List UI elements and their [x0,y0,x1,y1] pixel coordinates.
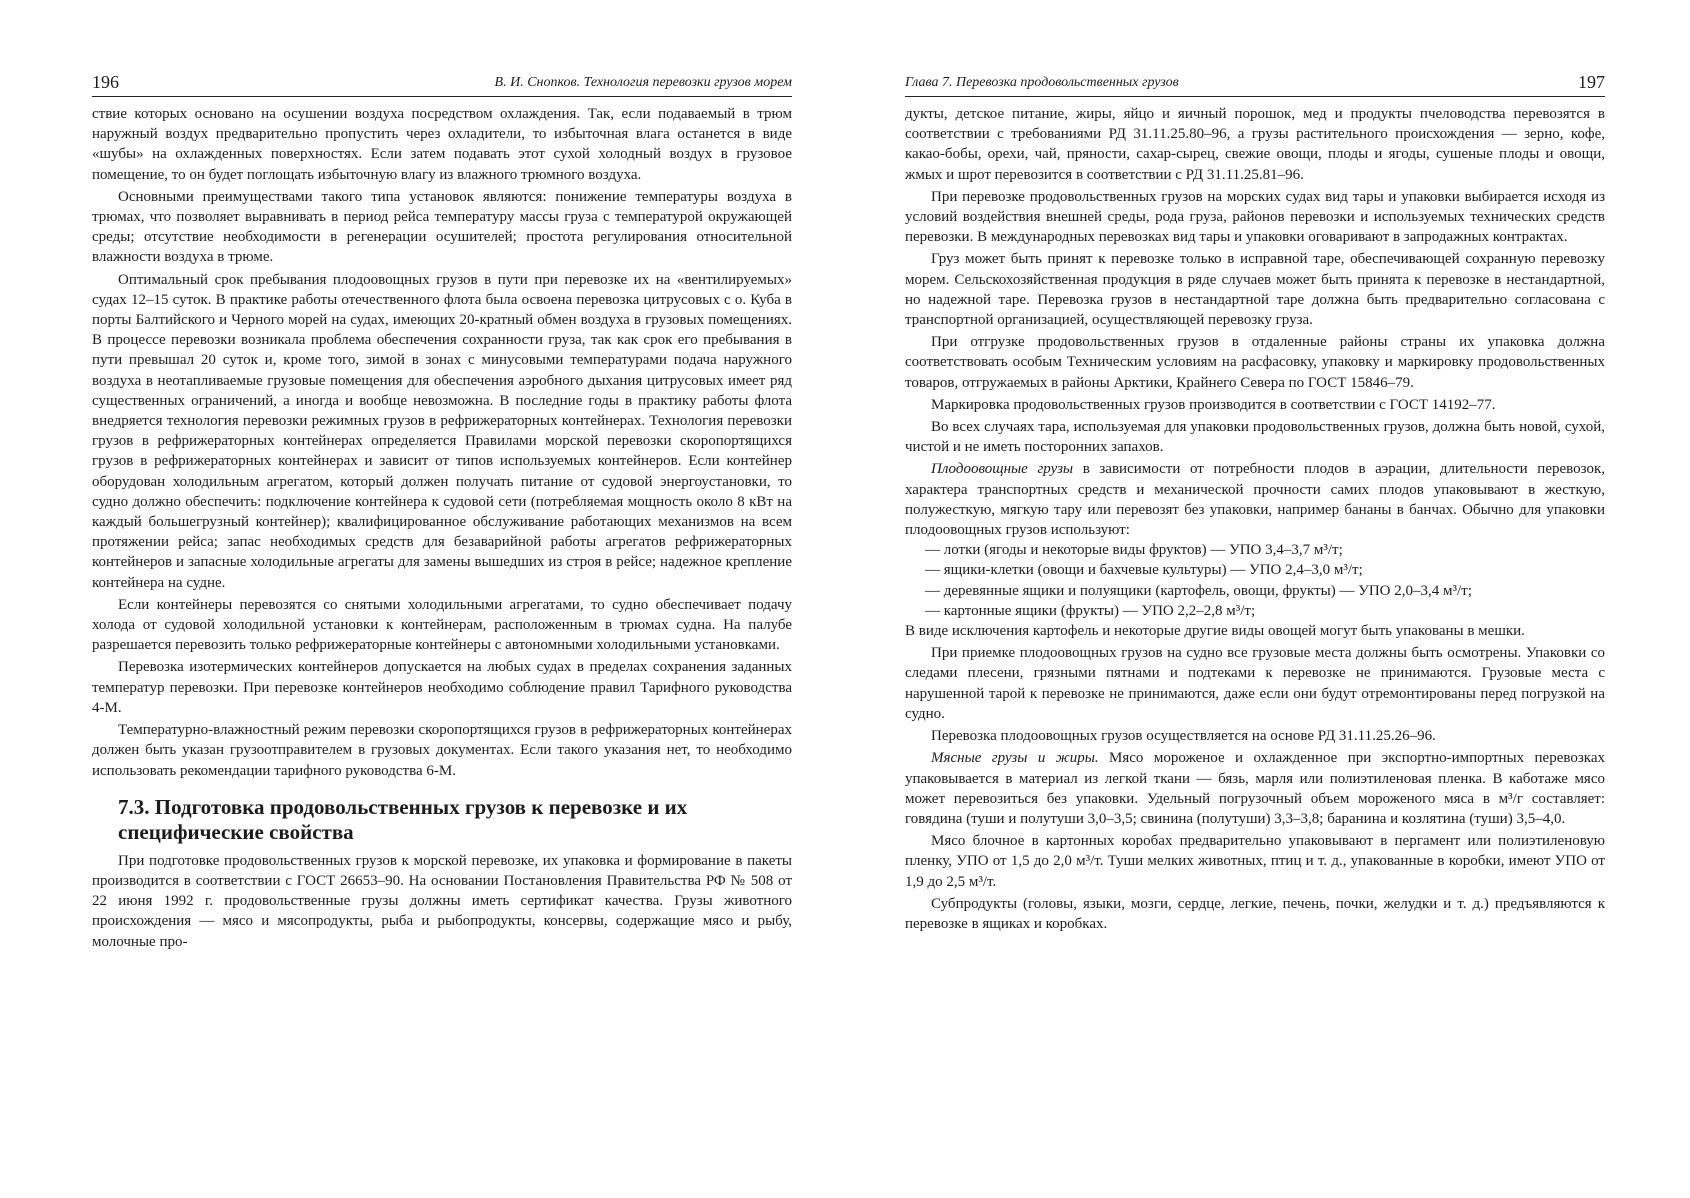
paragraph: В виде исключения картофель и некоторые другие виды овощей могут быть упакованы в мешки. [905,623,1525,640]
paragraph: Мясо блочное в картонных коробах предварительно упаковывают в пергамент или полиэтиленовую пленку, УПО от 1,5 до 2,0 м³/т. Туши мелких животных, птиц и т. д., упакованные в коробки, имеют УПО от 1,9 до 2,5 м³/т. [905,833,1605,890]
paragraph [905,459,1605,540]
right-page-header [905,66,1605,97]
paragraph: дукты, детское питание, жиры, яйцо и яичный порошок, мед и продукты пчеловодства перевозятся в соответствии с требованиями РД 31.11.25.80–96, а грузы растительного происхождения — зерно, кофе, какао-бобы, орехи, чай, пряности, сахар-сырец, свежие овощи, плоды и ягоды, сушеные плоды и овощи, жмых и шрот перевозится в соответствии с РД 31.11.25.81–96. [905,106,1605,183]
paragraph: Основными преимуществами такого типа установок являются: понижение температуры воздуха в трюмах, что позволяет выравнивать в период рейса температуру массы груза с температурой окружающей среды; отсутствие необходимости в регенерации осушителей; простота регулирования относительной влажности воздуха в трюме. [92,188,792,266]
page-number: 197 [1578,72,1605,92]
page-number: 196 [92,72,119,92]
right-page-body [905,104,1605,934]
paragraph: Маркировка продовольственных грузов производится в соответствии с ГОСТ 14192–77. [931,396,1496,413]
list-item: — деревянные ящики и полуящики (картофель, овощи, фрукты) — УПО 2,0–3,4 м³/т; [925,582,1472,599]
section-heading: 7.3. Подготовка продовольственных грузов к перевозке и их специфические свойства [118,794,688,844]
running-head: В. И. Снопков. Технология перевозки грузов морем [494,75,792,90]
left-page-body [92,104,792,952]
paragraph: Субпродукты (головы, языки, мозги, сердце, легкие, печень, почки, желудки и т. д.) предъявляются к перевозке в ящиках и коробках. [905,895,1605,932]
italic-term: Мясные грузы и жиры. [931,750,1099,767]
paragraph: Во всех случаях тара, используемая для упаковки продовольственных грузов, должна быть новой, сухой, чистой и не иметь посторонних запахов. [905,419,1605,456]
paragraph: При перевозке продовольственных грузов на морских судах вид тары и упаковки выбирается исходя из условий воздействия внешней среды, рода груза, районов перевозки и используемых технических средств перевозки. В международных перевозках вид тары и упаковки оговаривают в запродажных контрактах. [905,188,1605,246]
paragraph: При подготовке продовольственных грузов к морской перевозке, их упаковка и формирование в пакеты производится в соответствии с ГОСТ 26653–90. На основании Постановления Правительства РФ № 508 от 22 июня 1992 г. продовольственные грузы должны иметь сертификат качества. Грузы животного происхождения — мясо и мясопродукты, рыба и рыбопродукты, консервы, содержащие мясо и рыбу, молочные про- [92,852,792,950]
list-item: — ящики-клетки (овощи и бахчевые культуры) — УПО 2,4–3,0 м³/т; [925,562,1363,579]
paragraph: Температурно-влажностный режим перевозки скоропортящихся грузов в рефрижераторных контейнерах должен быть указан грузоотправителем в грузовых документах. Если такого указания нет, то необходимо использовать рекомендации тарифного руководства 6-М. [92,722,792,779]
paragraph: ствие которых основано на осушении воздуха посредством охлаждения. Так, если подаваемый в трюм наружный воздух предварительно пропустить через охладители, то избыточная влага останется в виде «шубы» на охлажденных поверхностях. Если затем подавать этот сухой холодный воздух в грузовое помещение, то он будет поглощать избыточную влагу из влажного трюмного воздуха. [92,106,792,183]
left-page-header [92,66,792,97]
paragraph: Перевозка плодоовощных грузов осуществляется на основе РД 31.11.25.26–96. [931,728,1436,745]
paragraph: Если контейнеры перевозятся со снятыми холодильными агрегатами, то судно обеспечивает подачу холода от судовой холодильной установки к контейнерам, расположенным в трюмах судна. На палубе разрешается перевозить только рефрижераторные контейнеры с автономными холодильными установками. [92,596,792,654]
paragraph: Груз может быть принят к перевозке только в исправной таре, обеспечивающей сохранную перевозку морем. Сельскохозяйственная продукция в ряде случаев может быть принята к перевозке в нестандартной, но надежной таре. Перевозка грузов в нестандартной таре должна быть предварительно согласована с транспортной организацией, осуществляющей перевозку груза. [905,251,1605,329]
paragraph-text: в зависимости от потребности плодов в аэрации, длительности перевозок, характера транспортных средств и механической прочности самих плодов упаковывают в жесткую, полужесткую, мягкую тару или перевозят без упаковки, например бананы в банчах. Обычно для упаковки плодоовощных грузов используют: [905,461,1605,539]
paragraph: При отгрузке продовольственных грузов в отдаленные районы страны их упаковка должна соответствовать особым Техническим условиям на расфасовку, упаковку и маркировку продовольственных товаров, отгружаемых в районы Арктики, Крайнего Севера по ГОСТ 15846–79. [905,334,1605,391]
paragraph: Перевозка изотермических контейнеров допускается на любых судах в пределах сохранения заданных температур перевозки. При перевозке контейнеров необходимо соблюдение правил Тарифного руководства 4-М. [92,659,792,716]
list-item: — картонные ящики (фрукты) — УПО 2,2–2,8 м³/т; [925,602,1256,619]
paragraph: При приемке плодоовощных грузов на судно все грузовые места должны быть осмотрены. Упаковки со следами плесени, грязными пятнами и подтеками к перевозке не принимаются. Грузовые места с нарушенной тарой к перевозке не принимаются, даже если они будут отремонтированы перед погрузкой на судно. [905,645,1605,722]
right-page [845,0,1690,1198]
paragraph [905,748,1605,829]
running-head: Глава 7. Перевозка продовольственных грузов [905,75,1179,90]
paragraph: Оптимальный срок пребывания плодоовощных грузов в пути при перевозке их на «вентилируемых» судах 12–15 суток. В практике работы отечественного флота была освоена перевозка цитрусовых с о. Куба в порты Балтийского и Черного морей на судах, имеющих 20-кратный обмен воздуха в грузовых помещениях. В процессе перевозки возникала проблема обеспечения сохранности груза, так как срок его пребывания в пути превышал 20 суток и, кроме того, зимой в зонах с минусовыми температурами подача наружного воздуха в неотапливаемые грузовые помещения для обеспечения аэробного дыхания цитрусовых имеет ряд существенных ограничений, а иногда и вообще невозможна. В последние годы в практику работы флота внедряется технология перевозки режимных грузов в рефрижераторных контейнерах. Технология перевозки грузов в рефрижераторных контейнерах определяется Правилами морской перевозки скоропортящихся грузов в рефрижераторных контейнерах и зависит от типов используемых контейнеров. Если контейнер оборудован холодильным агрегатом, который должен получать питание от судовой энергоустановки, то судно должно обеспечить: подключение контейнера к судовой сети (потребляемая мощность около 8 кВт на каждый большегрузный контейнер); квалифицированное обслуживание работающих механизмов на всем протяжении рейса; запас необходимых средств для безаварийной работы агрегатов рефрижераторных контейнеров и запасные холодильные агрегаты для замены вышедших из строя в рейсе; надежное крепление контейнера на судне. [92,271,792,591]
paragraph-text: Мясо мороженое и охлажденное при экспортно-импортных перевозках упаковывается в материал из легкой ткани — бязь, марля или полиэтиленовая пленка. В каботаже мясо может перевозиться без упаковки. Удельный погрузочный объем мороженого мяса в м³/г составляет: говядина (туши и полутуши 3,0–3,5; свинина (полутуши) 3,3–3,8; баранина и козлятина (туши) 3,5–4,0. [905,750,1605,827]
italic-term: Плодоовощные грузы [931,461,1074,478]
list-item: — лотки (ягоды и некоторые виды фруктов) — УПО 3,4–3,7 м³/т; [925,542,1343,559]
